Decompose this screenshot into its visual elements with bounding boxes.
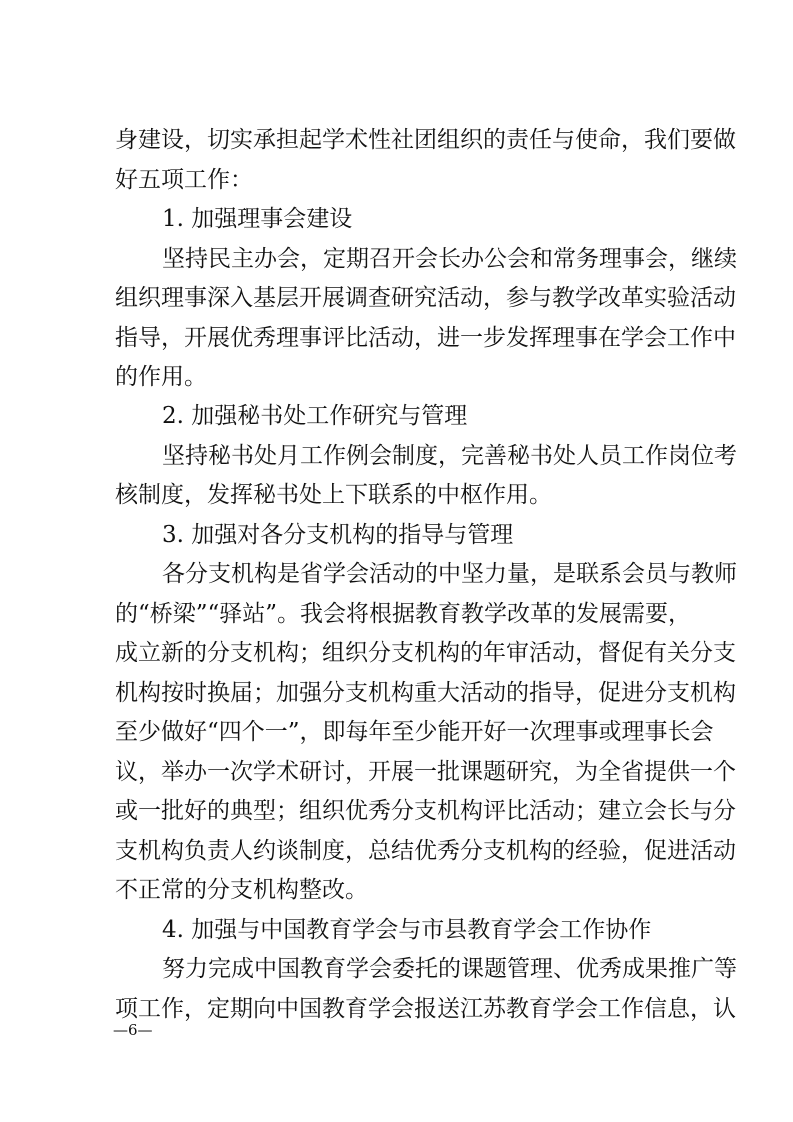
page-number: —6—: [113, 1021, 153, 1039]
paragraph-line: 议，举办一次学术研讨，开展一批课题研究，为全省提供一个: [115, 759, 736, 785]
section-heading: 1. 加强理事会建设: [162, 206, 353, 232]
paragraph-line: 机构按时换届；加强分支机构重大活动的指导，促进分支机构: [115, 680, 736, 706]
paragraph-line: 或一批好的典型；组织优秀分支机构评比活动；建立会长与分: [115, 798, 736, 824]
section-heading: 2. 加强秘书处工作研究与管理: [162, 403, 468, 429]
paragraph-line: 不正常的分支机构整改。: [115, 877, 368, 903]
paragraph-line: 成立新的分支机构；组织分支机构的年审活动，督促有关分支: [115, 640, 736, 666]
paragraph-line: 项工作，定期向中国教育学会报送江苏教育学会工作信息，认: [115, 996, 736, 1022]
paragraph-line: 努力完成中国教育学会委托的课题管理、优秀成果推广等: [162, 956, 737, 982]
paragraph-line: 的“桥梁”“驿站”。我会将根据教育教学改革的发展需要，: [115, 601, 692, 627]
section-heading: 4. 加强与中国教育学会与市县教育学会工作协作: [162, 917, 652, 943]
paragraph-line: 的作用。: [115, 364, 207, 390]
section-heading: 3. 加强对各分支机构的指导与管理: [162, 522, 514, 548]
paragraph-line: 支机构负责人约谈制度，总结优秀分支机构的经验，促进活动: [115, 838, 736, 864]
paragraph-line: 坚持民主办会，定期召开会长办公会和常务理事会，继续: [162, 246, 737, 272]
paragraph-line: 至少做好“四个一”，即每年至少能开好一次理事或理事长会: [115, 719, 714, 745]
paragraph-line: 组织理事深入基层开展调查研究活动，参与教学改革实验活动: [115, 285, 736, 311]
paragraph-line: 各分支机构是省学会活动的中坚力量，是联系会员与教师: [162, 561, 737, 587]
paragraph-line: 核制度，发挥秘书处上下联系的中枢作用。: [115, 482, 552, 508]
paragraph-line: 坚持秘书处月工作例会制度，完善秘书处人员工作岗位考: [162, 443, 737, 469]
paragraph-line: 身建设，切实承担起学术性社团组织的责任与使命，我们要做: [115, 127, 736, 153]
paragraph-line: 好五项工作：: [115, 167, 253, 193]
paragraph-line: 指导，开展优秀理事评比活动，进一步发挥理事在学会工作中: [115, 325, 736, 351]
